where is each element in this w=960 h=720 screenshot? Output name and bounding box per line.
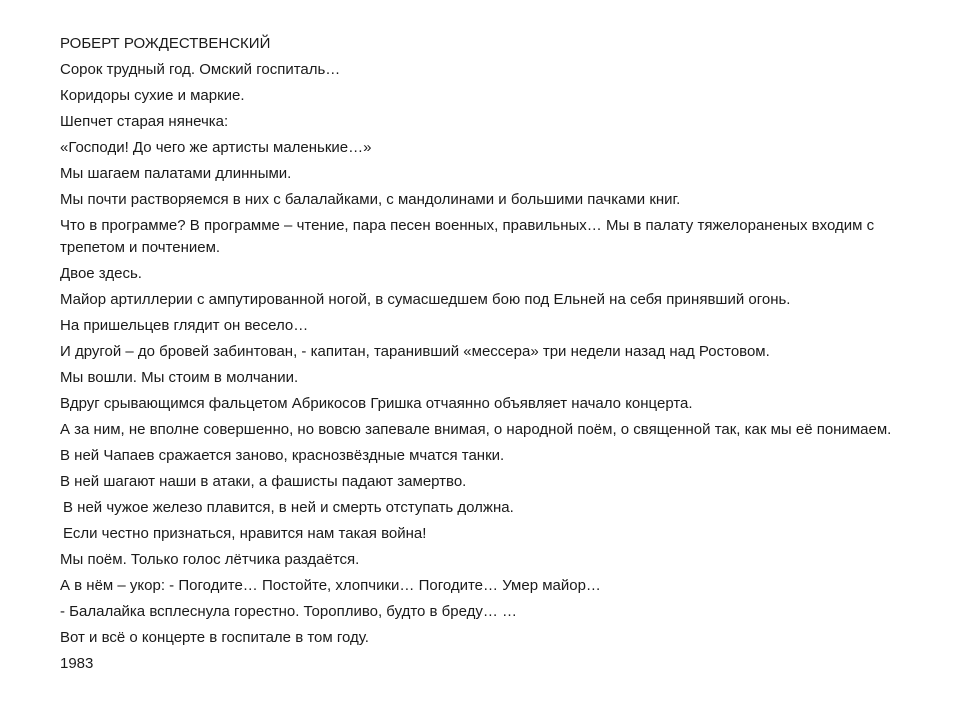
poem-line: Что в программе? В программе – чтение, пара песен военных, правильных… Мы в палату тяжелораненых входим с трепетом и почтением. [60, 217, 875, 256]
poem-line: А в нём – укор: - Погодите… Постойте, хлопчики… Погодите… Умер майор… [60, 577, 601, 594]
poem-line: Мы вошли. Мы стоим в молчании. [60, 369, 299, 386]
poem-line: «Господи! До чего же артисты маленькие…» [60, 139, 372, 156]
poem-line: А за ним, не вполне совершенно, но вовсю запевале внимая, о народной поём, о священной так, как мы её понимаем. [60, 421, 892, 438]
poem-line: Двое здесь. [60, 265, 142, 282]
poem-line: Майор артиллерии с ампутированной ногой, в сумасшедшем бою под Ельней на себя принявший огонь. [60, 291, 791, 308]
poem-line: На пришельцев глядит он весело… [60, 317, 309, 334]
poem-line: Вот и всё о концерте в госпитале в том году. [60, 629, 369, 646]
poem-year: 1983 [60, 655, 94, 672]
poem-line: Сорок трудный год. Омский госпиталь… [60, 61, 341, 78]
poem-line: В ней Чапаев сражается заново, краснозвёздные мчатся танки. [60, 447, 505, 464]
poem-line: Шепчет старая нянечка: [60, 113, 229, 130]
poem-line: Мы почти растворяемся в них с балалайками, с мандолинами и большими пачками книг. [60, 191, 681, 208]
poem-line: Если честно признаться, нравится нам такая война! [63, 525, 427, 542]
poem-author: РОБЕРТ РОЖДЕСТВЕНСКИЙ [60, 35, 271, 52]
poem-line: Мы поём. Только голос лётчика раздаётся. [60, 551, 360, 568]
poem-line: Мы шагаем палатами длинными. [60, 165, 292, 182]
poem-line: В ней чужое железо плавится, в ней и смерть отступать должна. [63, 499, 514, 516]
poem-line: И другой – до бровей забинтован, - капитан, таранивший «мессера» три недели назад над Ростовом. [60, 343, 770, 360]
poem-line: Коридоры сухие и маркие. [60, 87, 245, 104]
poem-text [60, 33, 910, 679]
poem-line: В ней шагают наши в атаки, а фашисты падают замертво. [60, 473, 467, 490]
poem-line: - Балалайка всплеснула горестно. Торопливо, будто в бреду… … [60, 603, 518, 620]
poem-line: Вдруг срывающимся фальцетом Абрикосов Гришка отчаянно объявляет начало концерта. [60, 395, 693, 412]
